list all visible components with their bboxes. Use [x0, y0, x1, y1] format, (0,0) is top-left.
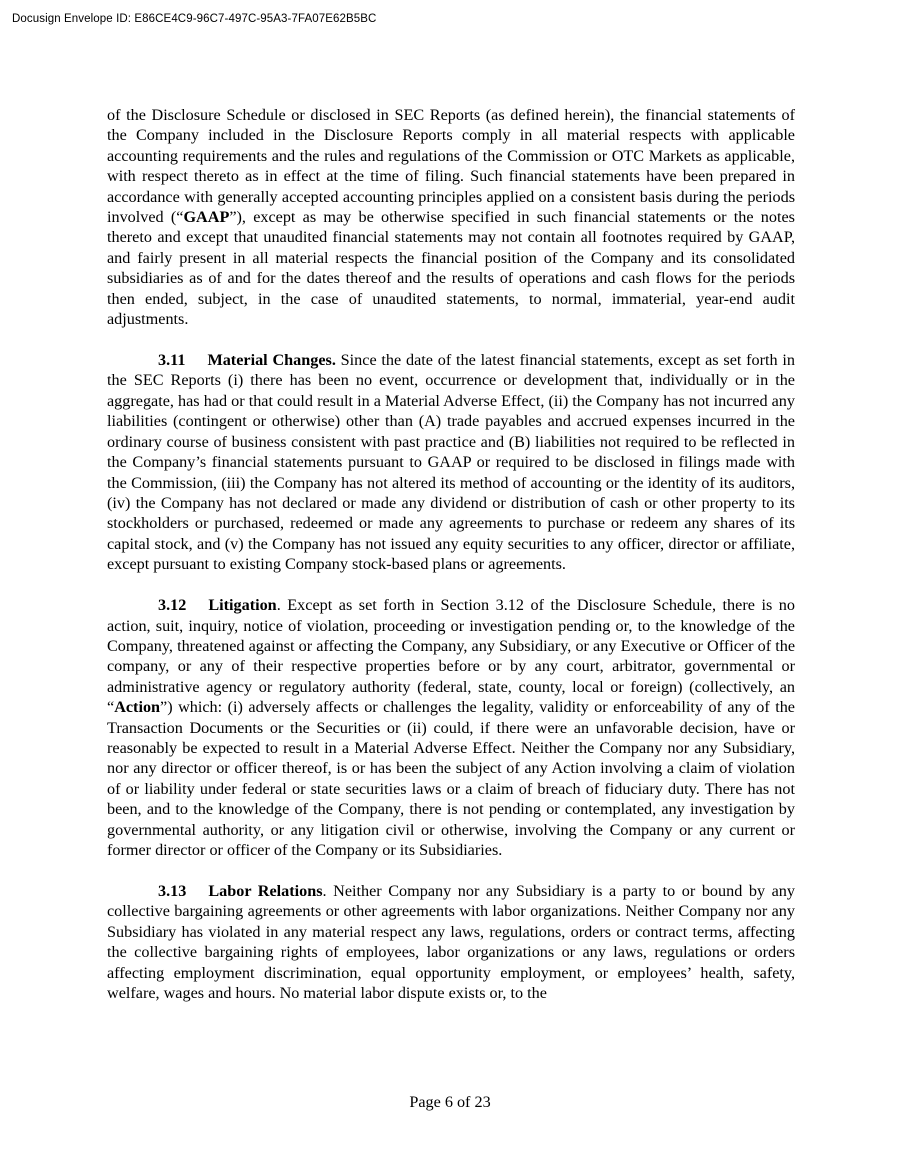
section-text: . Neither Company nor any Subsidiary is a party to or bound by any collective bargaining agreements or other agreements with labor organizations. Neither Company nor any Subsidiary has violated in any material respect any laws, regulations, orders or contract terms, affecting the collective bargaining rights of employees, labor organizations or any laws, regulations or orders affecting employment discrimination, equal opportunity employment, or employees’ health, safety, welfare, wages and hours. No material labor dispute exists or, to the [107, 882, 795, 1003]
docusign-envelope-id: Docusign Envelope ID: E86CE4C9-96C7-497C-95A3-7FA07E62B5BC [12, 13, 377, 25]
section-number: 3.12 [158, 596, 187, 615]
page-number: Page 6 of 23 [409, 1093, 491, 1111]
document-body [107, 105, 795, 1003]
section-3-11 [107, 350, 795, 574]
section-3-12 [107, 595, 795, 860]
section-title: Labor Relations [208, 882, 323, 900]
intro-text-pre: of the Disclosure Schedule or disclosed in SEC Reports (as defined herein), the financial statements of the Company included in the Disclosure Reports comply in all material respects with applicable accounting requirements and the rules and regulations of the Commission or OTC Markets as applicable, with respect thereto as in effect at the time of filing. Such financial statements have been prepared in accordance with generally accepted accounting principles applied on a consistent basis during the periods involved (“ [107, 106, 795, 227]
defined-term-gaap: GAAP [183, 208, 230, 227]
intro-text-post: ”), except as may be otherwise specified in such financial statements or the notes thereto and except that unaudited financial statements may not contain all footnotes required by GAAP, and fairly present in all material respects the financial position of the Company and its consolidated subsidiaries as of and for the dates thereof and the results of operations and cash flows for the periods then ended, subject, in the case of unaudited statements, to normal, immaterial, year-end audit adjustments. [107, 208, 795, 329]
section-title: Litigation [208, 596, 277, 615]
intro-paragraph [107, 105, 795, 329]
section-text: Since the date of the latest financial statements, except as set forth in the SEC Reports (i) there has been no event, occurrence or development that, individually or in the aggregate, has had or that could result in a Material Adverse Effect, (ii) the Company has not incurred any liabilities (contingent or otherwise) other than (A) trade payables and accrued expenses incurred in the ordinary course of business consistent with past practice and (B) liabilities not required to be reflected in the Company’s financial statements pursuant to GAAP or required to be disclosed in filings made with the Commission, (iii) the Company has not altered its method of accounting or the identity of its auditors, (iv) the Company has not declared or made any dividend or distribution of cash or other property to its stockholders or purchased, redeemed or made any agreements to purchase or redeem any shares of its capital stock, and (v) the Company has not issued any equity securities to any officer, director or affiliate, except pursuant to existing Company stock-based plans or agreements. [107, 351, 796, 574]
defined-term-action: Action [114, 698, 161, 717]
section-text-post: ”) which: (i) adversely affects or challenges the legality, validity or enforceability of any of the Transaction Documents or the Securities or (ii) could, if there were an unfavorable decision, have or reasonably be expected to result in a Material Adverse Effect. Neither the Company nor any Subsidiary, nor any director or officer thereof, is or has been the subject of any Action involving a claim of violation of or liability under federal or state securities laws or a claim of breach of fiduciary duty. There has not been, and to the knowledge of the Company, there is not pending or contemplated, any investigation by governmental authority, or any litigation civil or otherwise, involving the Company or any current or former director or officer of the Company or its Subsidiaries. [107, 698, 795, 859]
section-title: Material Changes. [207, 351, 336, 370]
section-text-pre: . Except as set forth in Section 3.12 of the Disclosure Schedule, there is no action, suit, inquiry, notice of violation, proceeding or investigation pending or, to the knowledge of the Company, threatened against or affecting the Company, any Subsidiary, or any Executive or Officer of the company, or any of their respective properties before or by any court, arbitrator, governmental or administrative agency or regulatory authority (federal, state, county, local or foreign) (collectively, an “ [107, 596, 795, 717]
section-number: 3.11 [158, 351, 186, 370]
section-number: 3.13 [158, 882, 187, 900]
section-3-13 [107, 881, 795, 1003]
